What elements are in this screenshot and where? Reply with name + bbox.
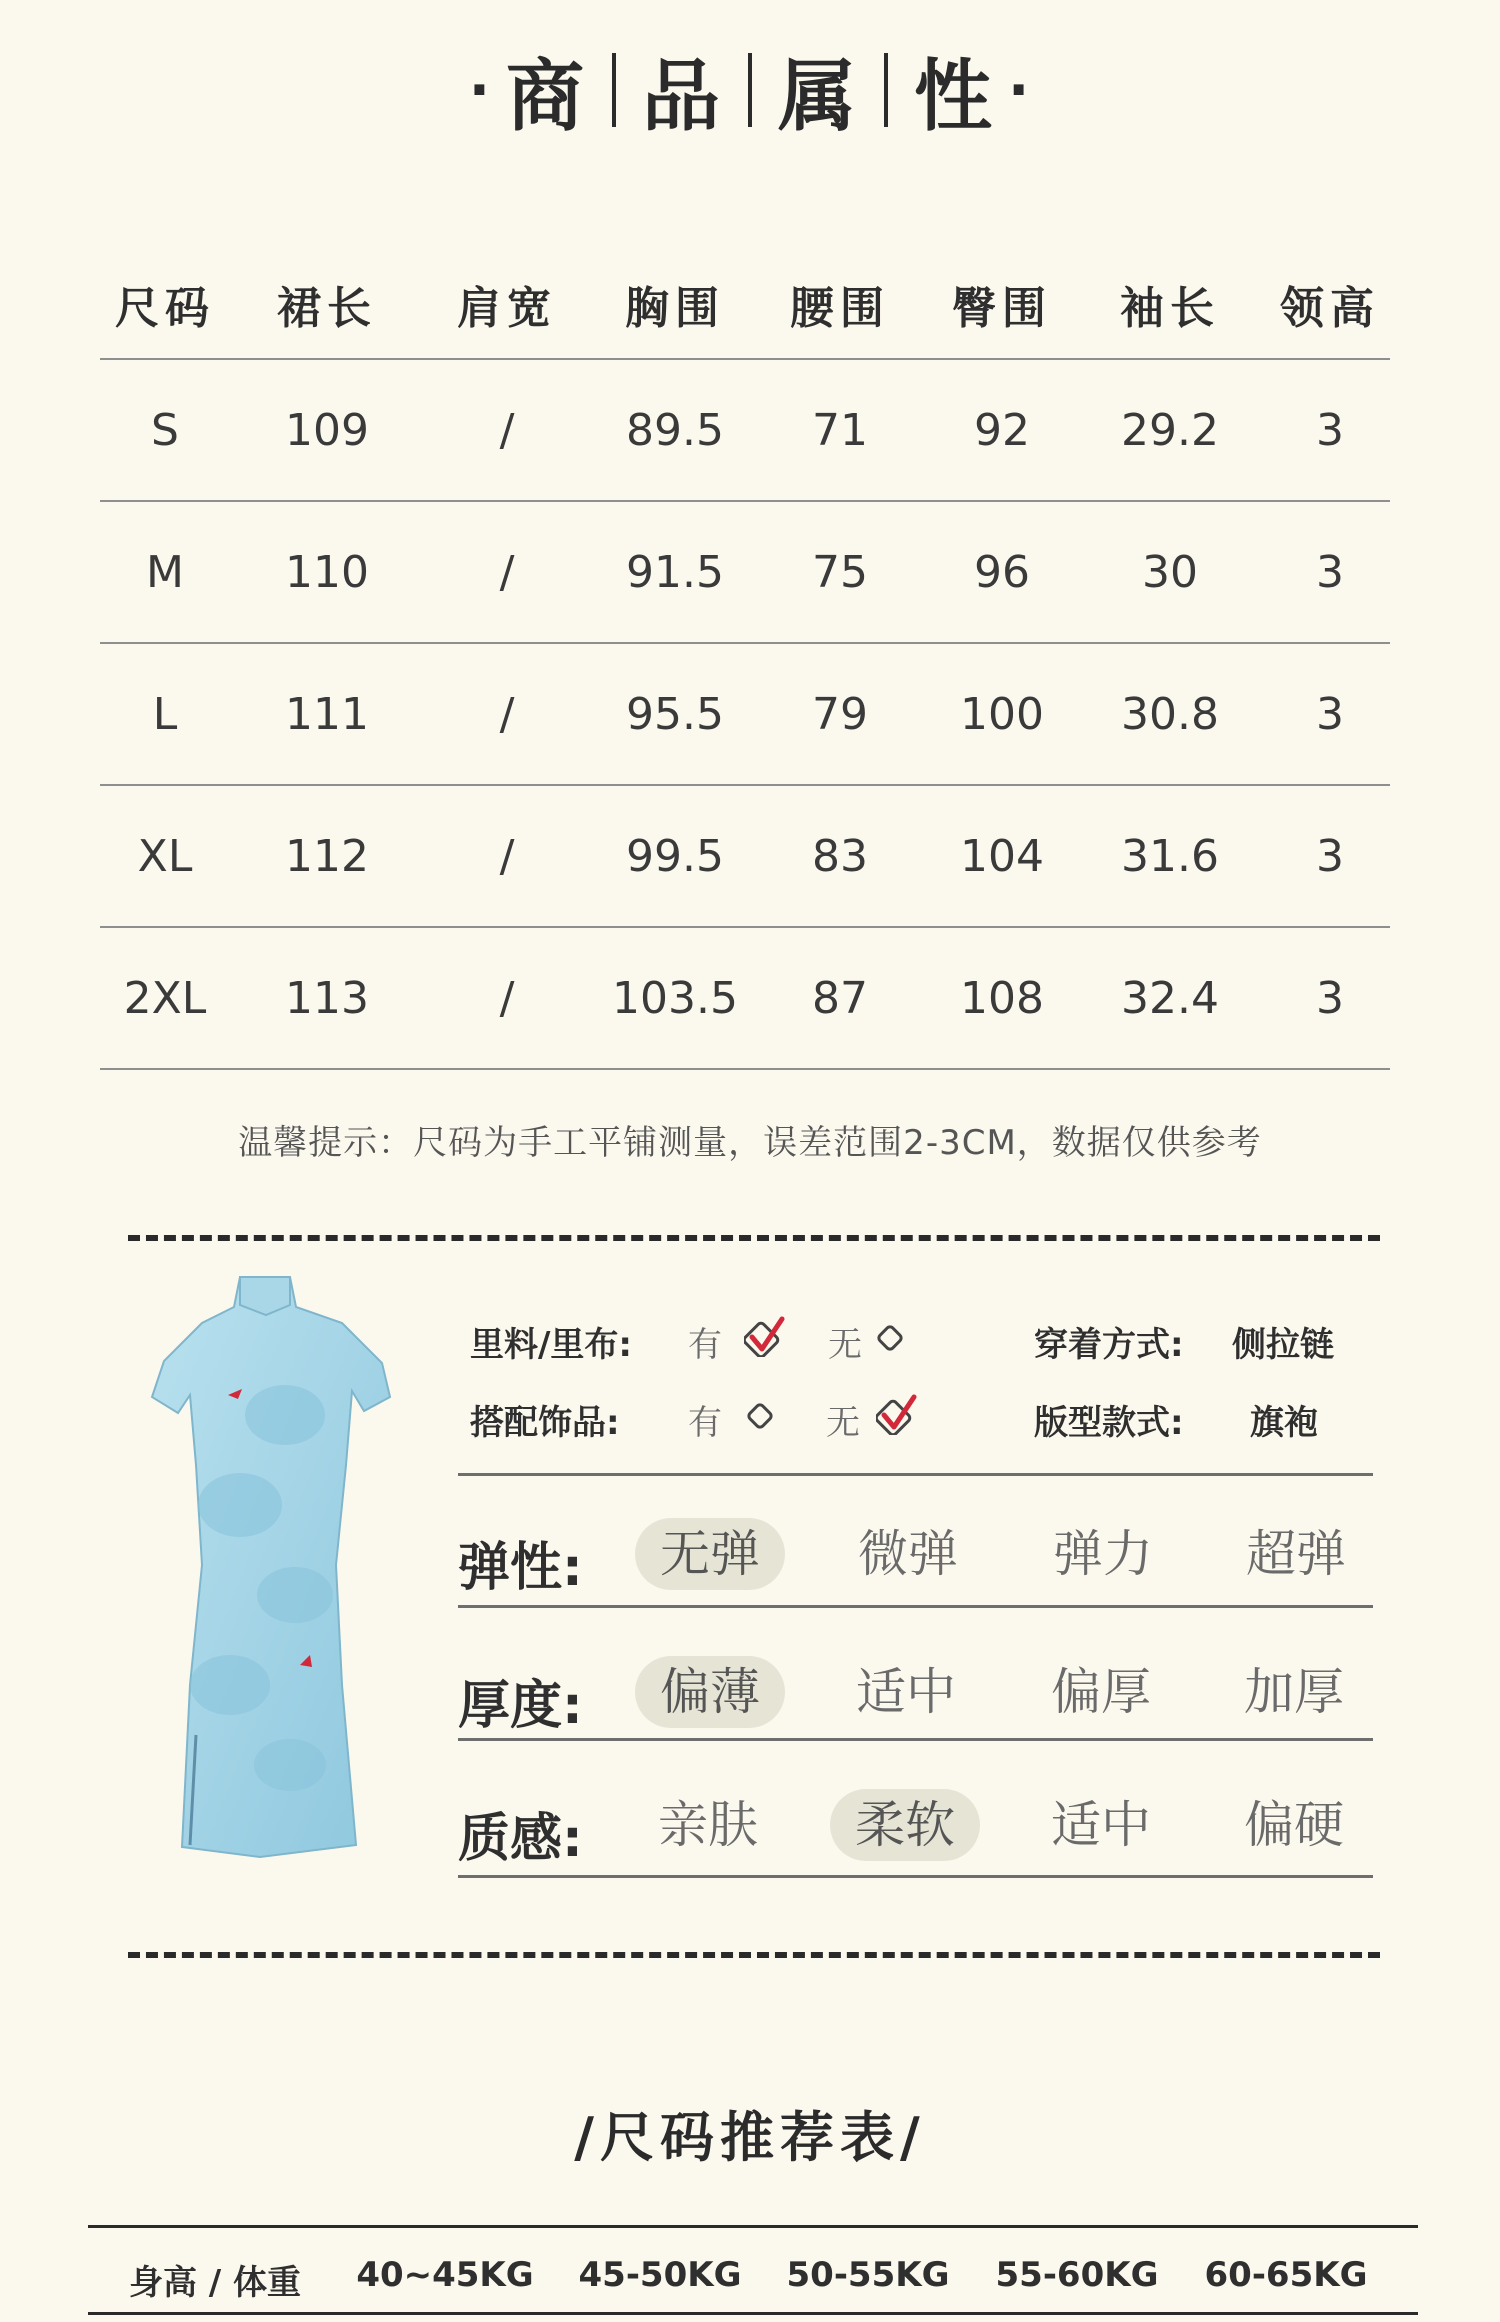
table-cell: 3	[1316, 830, 1344, 882]
page-title	[0, 40, 1500, 140]
table-cell: /	[499, 830, 515, 882]
column-header-bust: 胸围	[625, 283, 725, 334]
accessory-option-yes: 有	[688, 1403, 722, 1443]
title-char: 品	[641, 52, 722, 142]
measurement-tip: 温馨提示：尺码为手工平铺测量，误差范围2-3CM，数据仅供参考	[238, 1123, 1262, 1163]
table-cell: 113	[285, 972, 369, 1024]
thickness-option: 适中	[856, 1663, 956, 1721]
column-header-sleeve: 袖长	[1120, 283, 1220, 334]
table-cell: 75	[812, 546, 868, 598]
title-divider	[884, 53, 888, 127]
table-cell: 99.5	[626, 830, 724, 882]
weight-column-header: 45-50KG	[578, 2255, 742, 2295]
elasticity-option: 微弹	[858, 1525, 958, 1583]
elasticity-option-selected: 无弹	[635, 1518, 785, 1590]
table-cell: 92	[974, 404, 1030, 456]
table-cell: 3	[1316, 972, 1344, 1024]
scale-divider	[458, 1605, 1373, 1608]
table-cell: 30.8	[1121, 688, 1219, 740]
table-cell: 3	[1316, 546, 1344, 598]
title-dot-right: ·	[1008, 57, 1032, 123]
title-dot-left: ·	[468, 57, 492, 123]
table-cell: 111	[285, 688, 369, 740]
accessory-option-no: 无	[826, 1403, 860, 1443]
weight-column-header: 50-55KG	[786, 2255, 950, 2295]
weight-column-header: 60-65KG	[1204, 2255, 1368, 2295]
scale-divider	[458, 1738, 1373, 1741]
table-cell: 29.2	[1121, 404, 1219, 456]
table-cell: 3	[1316, 404, 1344, 456]
table-row	[100, 642, 1390, 784]
table-cell: 95.5	[626, 688, 724, 740]
size-table-header	[100, 250, 1390, 358]
table-cell: 104	[960, 830, 1044, 882]
table-cell: 79	[812, 688, 868, 740]
table-cell: 96	[974, 546, 1030, 598]
table-cell: /	[499, 972, 515, 1024]
column-header-shoulder: 肩宽	[457, 283, 557, 334]
table-cell: /	[499, 404, 515, 456]
elasticity-label: 弹性:	[458, 1538, 583, 1598]
texture-option: 偏硬	[1244, 1796, 1344, 1854]
recommendation-bottom-line	[88, 2312, 1418, 2315]
table-row	[100, 784, 1390, 926]
table-cell: 31.6	[1121, 830, 1219, 882]
table-row	[100, 500, 1390, 642]
wear-method-label: 穿着方式:	[1034, 1325, 1184, 1365]
size-table	[100, 250, 1390, 1070]
table-cell: XL	[137, 830, 193, 882]
table-cell: 2XL	[123, 972, 207, 1024]
table-cell: /	[499, 688, 515, 740]
table-cell: 3	[1316, 688, 1344, 740]
thickness-option-selected: 偏薄	[635, 1656, 785, 1728]
title-divider	[612, 53, 616, 127]
dashed-divider-bottom	[128, 1952, 1380, 1958]
column-header-waist: 腰围	[790, 283, 890, 334]
check-mark-icon	[876, 1393, 918, 1435]
lining-label: 里料/里布:	[470, 1325, 633, 1365]
title-slash: /	[574, 2106, 600, 2169]
dashed-divider-top	[128, 1235, 1380, 1241]
column-header-collar: 领高	[1280, 283, 1380, 334]
thickness-option: 加厚	[1244, 1663, 1344, 1721]
thickness-option: 偏厚	[1051, 1663, 1151, 1721]
table-cell: 109	[285, 404, 369, 456]
table-cell: 32.4	[1121, 972, 1219, 1024]
table-cell: 89.5	[626, 404, 724, 456]
scale-divider	[458, 1875, 1373, 1878]
check-mark-icon	[744, 1315, 786, 1357]
title-divider	[748, 53, 752, 127]
size-recommendation-title-text: 尺码推荐表	[600, 2106, 900, 2169]
product-dress-image	[120, 1265, 410, 1865]
accessory-label: 搭配饰品:	[470, 1403, 620, 1443]
table-cell: 100	[960, 688, 1044, 740]
wear-method-value: 侧拉链	[1232, 1325, 1334, 1365]
size-recommendation-title	[0, 2095, 1500, 2172]
table-cell: 110	[285, 546, 369, 598]
weight-column-header: 40~45KG	[356, 2255, 534, 2295]
table-cell: S	[151, 404, 179, 456]
table-cell: L	[152, 688, 178, 740]
title-char: 属	[778, 52, 859, 142]
table-cell: 30	[1142, 546, 1198, 598]
table-cell: 103.5	[612, 972, 738, 1024]
column-header-hip: 臀围	[952, 283, 1052, 334]
table-cell: 83	[812, 830, 868, 882]
height-weight-header: 身高 / 体重	[128, 2263, 302, 2303]
thickness-label: 厚度:	[458, 1676, 583, 1736]
table-cell: 108	[960, 972, 1044, 1024]
attribute-divider	[458, 1473, 1373, 1476]
column-header-size: 尺码	[115, 283, 215, 334]
style-value: 旗袍	[1250, 1403, 1318, 1443]
texture-label: 质感:	[458, 1809, 583, 1869]
table-row	[100, 358, 1390, 500]
texture-option: 亲肤	[658, 1796, 758, 1854]
empty-option-icon	[874, 1322, 906, 1354]
texture-option-selected: 柔软	[830, 1789, 980, 1861]
weight-column-header: 55-60KG	[995, 2255, 1159, 2295]
empty-option-icon	[744, 1400, 776, 1432]
texture-option: 适中	[1051, 1796, 1151, 1854]
title-char: 性	[914, 52, 995, 142]
lining-option-no: 无	[828, 1325, 862, 1365]
table-cell: M	[146, 546, 184, 598]
table-cell: 71	[812, 404, 868, 456]
table-row	[100, 926, 1390, 1070]
title-char: 商	[505, 52, 586, 142]
table-cell: 112	[285, 830, 369, 882]
elasticity-option: 弹力	[1053, 1525, 1153, 1583]
style-label: 版型款式:	[1034, 1403, 1184, 1443]
column-header-length: 裙长	[277, 283, 377, 334]
recommendation-top-line	[88, 2225, 1418, 2228]
table-cell: 91.5	[626, 546, 724, 598]
title-slash: /	[900, 2106, 926, 2169]
lining-option-yes: 有	[688, 1325, 722, 1365]
elasticity-option: 超弹	[1246, 1525, 1346, 1583]
table-cell: 87	[812, 972, 868, 1024]
table-cell: /	[499, 546, 515, 598]
